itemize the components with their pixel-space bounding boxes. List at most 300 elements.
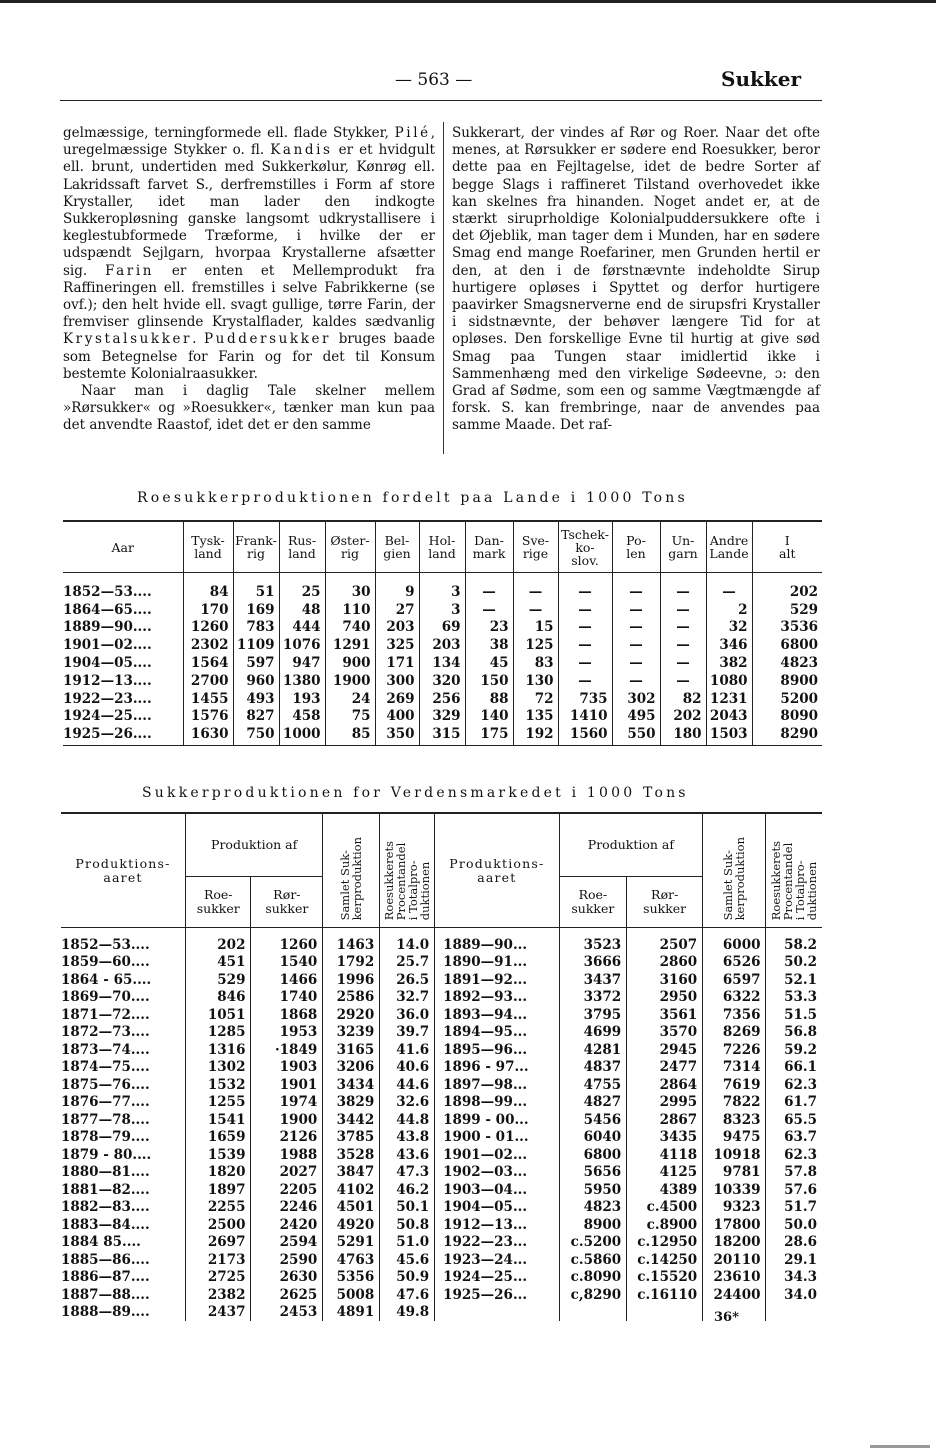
row-year: 1879 - 80.... — [61, 1146, 152, 1163]
table-cell: 6322 — [703, 989, 766, 1007]
table-row — [61, 1006, 822, 1024]
table-cell: — — [660, 619, 706, 637]
table-cell: 900 — [325, 654, 375, 672]
table-cell: 66.1 — [766, 1059, 822, 1077]
table-cell: 44.6 — [380, 1076, 435, 1094]
table-cell: 39.7 — [380, 1024, 435, 1042]
table-cell: 83 — [513, 654, 558, 672]
table-cell: 125 — [513, 636, 558, 654]
col-header-pct — [380, 813, 435, 928]
col-header — [419, 521, 465, 573]
row-year: 1883—84.... — [61, 1216, 150, 1233]
table-cell: — — [660, 654, 706, 672]
table-cell: 1109 — [233, 636, 279, 654]
term-puddersukker: Puddersukker — [203, 331, 332, 348]
table-row — [61, 1199, 822, 1217]
table-cell: 3528 — [323, 1146, 380, 1164]
table-cell: — — [558, 672, 612, 690]
table-row — [63, 636, 822, 654]
table-cell: 1541 — [186, 1111, 251, 1129]
table-cell: 3536 — [752, 619, 822, 637]
col-header-total-label: Samlet Suk- kerproduktion — [721, 836, 748, 920]
table-cell: 2860 — [627, 954, 703, 972]
table-cell: 85 — [325, 725, 375, 745]
table-row — [63, 601, 822, 619]
table-cell: — — [660, 636, 706, 654]
table-cell: 51 — [233, 573, 279, 601]
col-header — [612, 521, 660, 573]
row-year: 1892—93... — [435, 989, 560, 1007]
table-cell: c.5200 — [559, 1234, 627, 1252]
table-cell: 53.3 — [766, 989, 822, 1007]
table-cell: 130 — [513, 672, 558, 690]
col-header-label: Hol- land — [428, 533, 456, 561]
term-pile: Pilé — [394, 125, 431, 141]
table-cell: 3442 — [323, 1111, 380, 1129]
table-cell: 88 — [465, 690, 513, 708]
col-header-roe-label: Roe- sukker — [196, 887, 240, 916]
table-cell: 4125 — [627, 1164, 703, 1182]
table-cell: 6526 — [703, 954, 766, 972]
table-row — [63, 573, 822, 601]
text-column-left — [63, 125, 435, 435]
col-header-pct-2 — [766, 813, 822, 928]
col-header-ror-label: Rør- sukker — [265, 887, 309, 916]
table-cell: 27 — [375, 601, 419, 619]
table-cell: 4281 — [559, 1041, 627, 1059]
table-cell: 2945 — [627, 1041, 703, 1059]
table-cell: 1900 — [251, 1111, 323, 1129]
row-year: 1884 85.... — [61, 1234, 141, 1251]
col-header — [233, 521, 279, 573]
table-cell: 6000 — [703, 928, 766, 954]
table-cell: 3523 — [559, 928, 627, 954]
table-cell: — — [558, 654, 612, 672]
col-header — [63, 521, 183, 573]
table-cell: 82 — [660, 690, 706, 708]
table-cell: 346 — [706, 636, 752, 654]
table-cell: 20110 — [703, 1251, 766, 1269]
table-cell: 302 — [612, 690, 660, 708]
table-cell — [627, 1304, 703, 1322]
table-cell: 2864 — [627, 1076, 703, 1094]
table-cell: 7822 — [703, 1094, 766, 1112]
table-cell: 46.2 — [380, 1181, 435, 1199]
table-cell: 18200 — [703, 1234, 766, 1252]
header-rule — [60, 100, 822, 101]
table1-title: Roesukkerproduktionen fordelt paa Lande i 1000 Tons — [137, 490, 688, 506]
table-cell: 3437 — [559, 971, 627, 989]
table-cell: 3239 — [323, 1024, 380, 1042]
term-kandis: Kandis — [270, 142, 333, 159]
table-cell: — — [612, 601, 660, 619]
table-cell: 169 — [233, 601, 279, 619]
table-cell: 1316 — [186, 1041, 251, 1059]
col-header — [183, 521, 233, 573]
table-cell: 3372 — [559, 989, 627, 1007]
table-cell: 110 — [325, 601, 375, 619]
table-cell: 2867 — [627, 1111, 703, 1129]
col-header-label: Tschek- ko- slov. — [561, 526, 609, 568]
row-year: 1891—92... — [435, 971, 560, 989]
col-header-roe — [186, 877, 251, 928]
table-cell: 3829 — [323, 1094, 380, 1112]
row-year: 1922—23.... — [63, 690, 152, 707]
table-cell: 140 — [465, 708, 513, 726]
table-cell: 32.6 — [380, 1094, 435, 1112]
table-cell: — — [612, 636, 660, 654]
table-cell: 2507 — [627, 928, 703, 954]
table-cell: 4501 — [323, 1199, 380, 1217]
table-cell: 202 — [660, 708, 706, 726]
table-cell: 382 — [706, 654, 752, 672]
table-cell: 51.7 — [766, 1199, 822, 1217]
table-cell: 3 — [419, 573, 465, 601]
table-cell: 23 — [465, 619, 513, 637]
table-cell: 32 — [706, 619, 752, 637]
table-cell: 14.0 — [380, 928, 435, 954]
table-cell: 40.6 — [380, 1059, 435, 1077]
table-cell: — — [706, 573, 752, 601]
table-cell: 1260 — [183, 619, 233, 637]
table-cell: 1539 — [186, 1146, 251, 1164]
table-cell: 5456 — [559, 1111, 627, 1129]
table-cell: 8090 — [752, 708, 822, 726]
table-cell: 783 — [233, 619, 279, 637]
table-cell: 84 — [183, 573, 233, 601]
text-run: . — [192, 331, 204, 348]
page-number: — 563 — — [395, 70, 473, 90]
table-cell: — — [612, 672, 660, 690]
table-cell: 202 — [186, 928, 251, 954]
table-cell: 2697 — [186, 1234, 251, 1252]
table-cell: 5656 — [559, 1164, 627, 1182]
table-cell: — — [465, 573, 513, 601]
col-header-year-label: Produktions- aaret — [75, 855, 171, 885]
table-cell: 4699 — [559, 1024, 627, 1042]
table-cell: 57.6 — [766, 1181, 822, 1199]
table-cell: 57.8 — [766, 1164, 822, 1182]
table-row — [61, 1111, 822, 1129]
table-cell: 52.1 — [766, 971, 822, 989]
table-cell: 4823 — [752, 654, 822, 672]
table-row — [63, 690, 822, 708]
table-cell: 6800 — [752, 636, 822, 654]
roesukker-by-country-table — [63, 520, 822, 746]
table-row — [61, 1129, 822, 1147]
table-cell: 2126 — [251, 1129, 323, 1147]
table-cell: 3795 — [559, 1006, 627, 1024]
row-year: 1924—25... — [435, 1269, 560, 1287]
table-cell: 5950 — [559, 1181, 627, 1199]
row-year: 1899 - 00... — [435, 1111, 560, 1129]
table-cell: 3666 — [559, 954, 627, 972]
table-cell: 25 — [279, 573, 325, 601]
table-cell: 1630 — [183, 725, 233, 745]
table-row — [63, 725, 822, 745]
table-cell: 3561 — [627, 1006, 703, 1024]
col-header-label: Øster- rig — [330, 533, 370, 561]
col-header-label: Tysk- land — [191, 533, 225, 561]
table-cell: 62.3 — [766, 1076, 822, 1094]
table-cell: 2453 — [251, 1304, 323, 1322]
table-cell: — — [612, 619, 660, 637]
col-header-label: Po- len — [626, 533, 646, 561]
table-cell — [559, 1304, 627, 1322]
table-cell: 202 — [752, 573, 822, 601]
table-cell: 1953 — [251, 1024, 323, 1042]
table-cell: 2594 — [251, 1234, 323, 1252]
table-cell: 1988 — [251, 1146, 323, 1164]
table-cell: 8290 — [752, 725, 822, 745]
table-cell: 45.6 — [380, 1251, 435, 1269]
row-year: 1873—74.... — [61, 1041, 150, 1058]
table-cell: 597 — [233, 654, 279, 672]
table-cell: 444 — [279, 619, 325, 637]
table-cell: 3160 — [627, 971, 703, 989]
table-cell: 451 — [186, 954, 251, 972]
row-year: 1852—53.... — [63, 583, 152, 600]
text-run: er et hvidgult ell. brunt, undertiden med Sukkerkølur, Kønrøg ell. Lakridssaft farvet S., derfremstilles i Form af store Krystaller, idet man lader den indkogte Sukkeropløsning ganske langsomt udkrystallisere i keglestubformede Træforme, i hvilke der er udspændt Sejlgarn, hvorpaa Krystallerne afsætter sig. — [63, 142, 435, 279]
table-cell: 300 — [375, 672, 419, 690]
table-cell: 1455 — [183, 690, 233, 708]
table-cell: 4827 — [559, 1094, 627, 1112]
table-cell: 1868 — [251, 1006, 323, 1024]
row-year: 1881—82.... — [61, 1181, 150, 1198]
text-run: bruges baade som Betegnelse for Farin og for det til Konsum bestemte Kolonialraasukker. — [63, 331, 435, 382]
table-cell: — — [612, 654, 660, 672]
table-cell: 400 — [375, 708, 419, 726]
col-header-year-2 — [435, 813, 560, 928]
table-cell: — — [558, 601, 612, 619]
table-row — [61, 1304, 822, 1322]
row-year: 1878—79.... — [61, 1129, 150, 1146]
table-cell: 24400 — [703, 1286, 766, 1304]
row-year: 1896 - 97... — [435, 1059, 560, 1077]
table-cell: 4102 — [323, 1181, 380, 1199]
table-cell: — — [513, 573, 558, 601]
table-cell: c.16110 — [627, 1286, 703, 1304]
table-cell: 192 — [513, 725, 558, 745]
table-cell: 10918 — [703, 1146, 766, 1164]
col-header-label: I alt — [779, 533, 796, 561]
col-header-label: Dan- mark — [472, 533, 506, 561]
table-row — [61, 1251, 822, 1269]
col-header-label: Un- garn — [668, 533, 698, 561]
table-cell: 1291 — [325, 636, 375, 654]
col-header — [513, 521, 558, 573]
table-cell: c.5860 — [559, 1251, 627, 1269]
table-cell: 2027 — [251, 1164, 323, 1182]
col-header-ror — [251, 877, 323, 928]
table-cell: — — [558, 619, 612, 637]
col-header-label: Rus- land — [287, 533, 317, 561]
table-cell: 2437 — [186, 1304, 251, 1322]
row-year: 1904—05... — [435, 1199, 560, 1217]
table-cell: 2700 — [183, 672, 233, 690]
row-year: 1924—25.... — [63, 708, 152, 725]
table-row — [61, 1216, 822, 1234]
table-cell: 1576 — [183, 708, 233, 726]
table-cell: 5200 — [752, 690, 822, 708]
text-run: , uregelmæssige Stykker o. fl. — [63, 125, 435, 159]
table-cell: 2725 — [186, 1269, 251, 1287]
table-cell: 41.6 — [380, 1041, 435, 1059]
row-year: 1852—53.... — [61, 936, 150, 953]
table-cell: 9781 — [703, 1164, 766, 1182]
table-cell: 1255 — [186, 1094, 251, 1112]
table-cell: 43.6 — [380, 1146, 435, 1164]
row-year: 1889—90... — [435, 928, 560, 954]
table-cell: 75 — [325, 708, 375, 726]
table-cell: 72 — [513, 690, 558, 708]
table-cell: 947 — [279, 654, 325, 672]
table-row — [63, 619, 822, 637]
row-year: 1901—02.... — [63, 637, 152, 654]
col-header-total — [323, 813, 380, 928]
row-year — [435, 1304, 560, 1322]
table-cell: 69 — [419, 619, 465, 637]
sheet-signature: 36* — [714, 1310, 739, 1325]
table-cell: — — [660, 601, 706, 619]
col-header-year — [61, 813, 186, 928]
row-year: 1880—81.... — [61, 1164, 150, 1181]
table-cell: 2920 — [323, 1006, 380, 1024]
col-header-total-2 — [703, 813, 766, 928]
row-year: 1925—26... — [435, 1286, 560, 1304]
row-year: 1897—98... — [435, 1076, 560, 1094]
table-cell: 2420 — [251, 1216, 323, 1234]
table-cell: 38 — [465, 636, 513, 654]
table-cell: 7226 — [703, 1041, 766, 1059]
col-header — [465, 521, 513, 573]
table-cell — [766, 1304, 822, 1322]
row-year: 1925—26.... — [63, 725, 183, 745]
table-cell: 1820 — [186, 1164, 251, 1182]
table-cell: 1380 — [279, 672, 325, 690]
table-cell: 740 — [325, 619, 375, 637]
table-cell: 45 — [465, 654, 513, 672]
table-cell: 2302 — [183, 636, 233, 654]
table-cell: 269 — [375, 690, 419, 708]
row-year: 1912—13.... — [63, 672, 152, 689]
top-rule — [0, 0, 936, 3]
table-cell: 8900 — [559, 1216, 627, 1234]
table-cell: 4389 — [627, 1181, 703, 1199]
row-year: 1902—03... — [435, 1164, 560, 1182]
text-run: gelmæssige, terningformede ell. flade Stykker, — [63, 125, 395, 141]
table-cell: 1974 — [251, 1094, 323, 1112]
col-header-ror-label: Rør- sukker — [643, 887, 687, 916]
table-cell: 1560 — [558, 725, 612, 745]
table-cell: 3847 — [323, 1164, 380, 1182]
col-header-roe-label: Roe- sukker — [571, 887, 615, 916]
table-cell: 2586 — [323, 989, 380, 1007]
table-cell: 9 — [375, 573, 419, 601]
table-cell: 2950 — [627, 989, 703, 1007]
table-cell: 5356 — [323, 1269, 380, 1287]
table-row — [61, 1269, 822, 1287]
table-cell: 827 — [233, 708, 279, 726]
table-cell: — — [513, 601, 558, 619]
col-header-label: Bel- gien — [383, 533, 411, 561]
table-cell: 65.5 — [766, 1111, 822, 1129]
table-cell: c.8090 — [559, 1269, 627, 1287]
table-cell: 1231 — [706, 690, 752, 708]
row-year: 1882—83.... — [61, 1199, 150, 1216]
table-cell: 2 — [706, 601, 752, 619]
table-cell: 9323 — [703, 1199, 766, 1217]
table-cell: 51.0 — [380, 1234, 435, 1252]
col-header-pct-label: Roesukkerets Procentandel i Totalpro- duktionen — [769, 840, 820, 920]
table-cell: 3434 — [323, 1076, 380, 1094]
table-row — [61, 1094, 822, 1112]
table-row — [63, 654, 822, 672]
table-cell: 1532 — [186, 1076, 251, 1094]
table-cell: 1463 — [323, 928, 380, 954]
table-cell: 26.5 — [380, 971, 435, 989]
table-cell: 203 — [419, 636, 465, 654]
row-year: 1876—77.... — [61, 1094, 150, 1111]
table-cell: 1285 — [186, 1024, 251, 1042]
table-cell: 48 — [279, 601, 325, 619]
table-cell: 9475 — [703, 1129, 766, 1147]
table-row — [61, 1234, 822, 1252]
table-cell: 493 — [233, 690, 279, 708]
table-cell: 50.9 — [380, 1269, 435, 1287]
col-header-ror-2 — [627, 877, 703, 928]
table-cell: — — [465, 601, 513, 619]
table-cell: 24 — [325, 690, 375, 708]
table-cell: 25.7 — [380, 954, 435, 972]
table-cell: 17800 — [703, 1216, 766, 1234]
row-year: 1886—87.... — [61, 1269, 150, 1286]
table-cell: 3570 — [627, 1024, 703, 1042]
table-cell: 1897 — [186, 1181, 251, 1199]
table-row — [63, 672, 822, 690]
table-cell: 30 — [325, 573, 375, 601]
text-run: er enten et Mellemprodukt fra Raffineringen ell. fremstilles i selve Fabrikkerne (se ovf.); den helt hvide ell. svagt gullige, tørre Farin, der fremviser glinsende Krystalflader, kaldes sædvanlig — [63, 262, 435, 331]
table-cell: 10339 — [703, 1181, 766, 1199]
table-cell: 50.2 — [766, 954, 822, 972]
col-header — [279, 521, 325, 573]
table-cell: 7314 — [703, 1059, 766, 1077]
table-row — [61, 1076, 822, 1094]
table-cell: 50.8 — [380, 1216, 435, 1234]
table-cell: 325 — [375, 636, 419, 654]
table-cell: 36.0 — [380, 1006, 435, 1024]
table-cell: 1740 — [251, 989, 323, 1007]
table-cell: 4920 — [323, 1216, 380, 1234]
table-cell: 29.1 — [766, 1251, 822, 1269]
table-cell: 3785 — [323, 1129, 380, 1147]
table-cell: 2630 — [251, 1269, 323, 1287]
table-cell: — — [660, 672, 706, 690]
table-cell: 3165 — [323, 1041, 380, 1059]
table-cell: 2205 — [251, 1181, 323, 1199]
table-cell: 2246 — [251, 1199, 323, 1217]
row-year: 1901—02... — [435, 1146, 560, 1164]
table-row — [61, 1164, 822, 1182]
table-cell: 2625 — [251, 1286, 323, 1304]
table-cell: 134 — [419, 654, 465, 672]
table-row — [61, 1024, 822, 1042]
row-year: 1859—60.... — [61, 954, 150, 971]
table-cell: 529 — [752, 601, 822, 619]
row-year: 1922—23... — [435, 1234, 560, 1252]
table-cell: 51.5 — [766, 1006, 822, 1024]
table-cell: c.12950 — [627, 1234, 703, 1252]
